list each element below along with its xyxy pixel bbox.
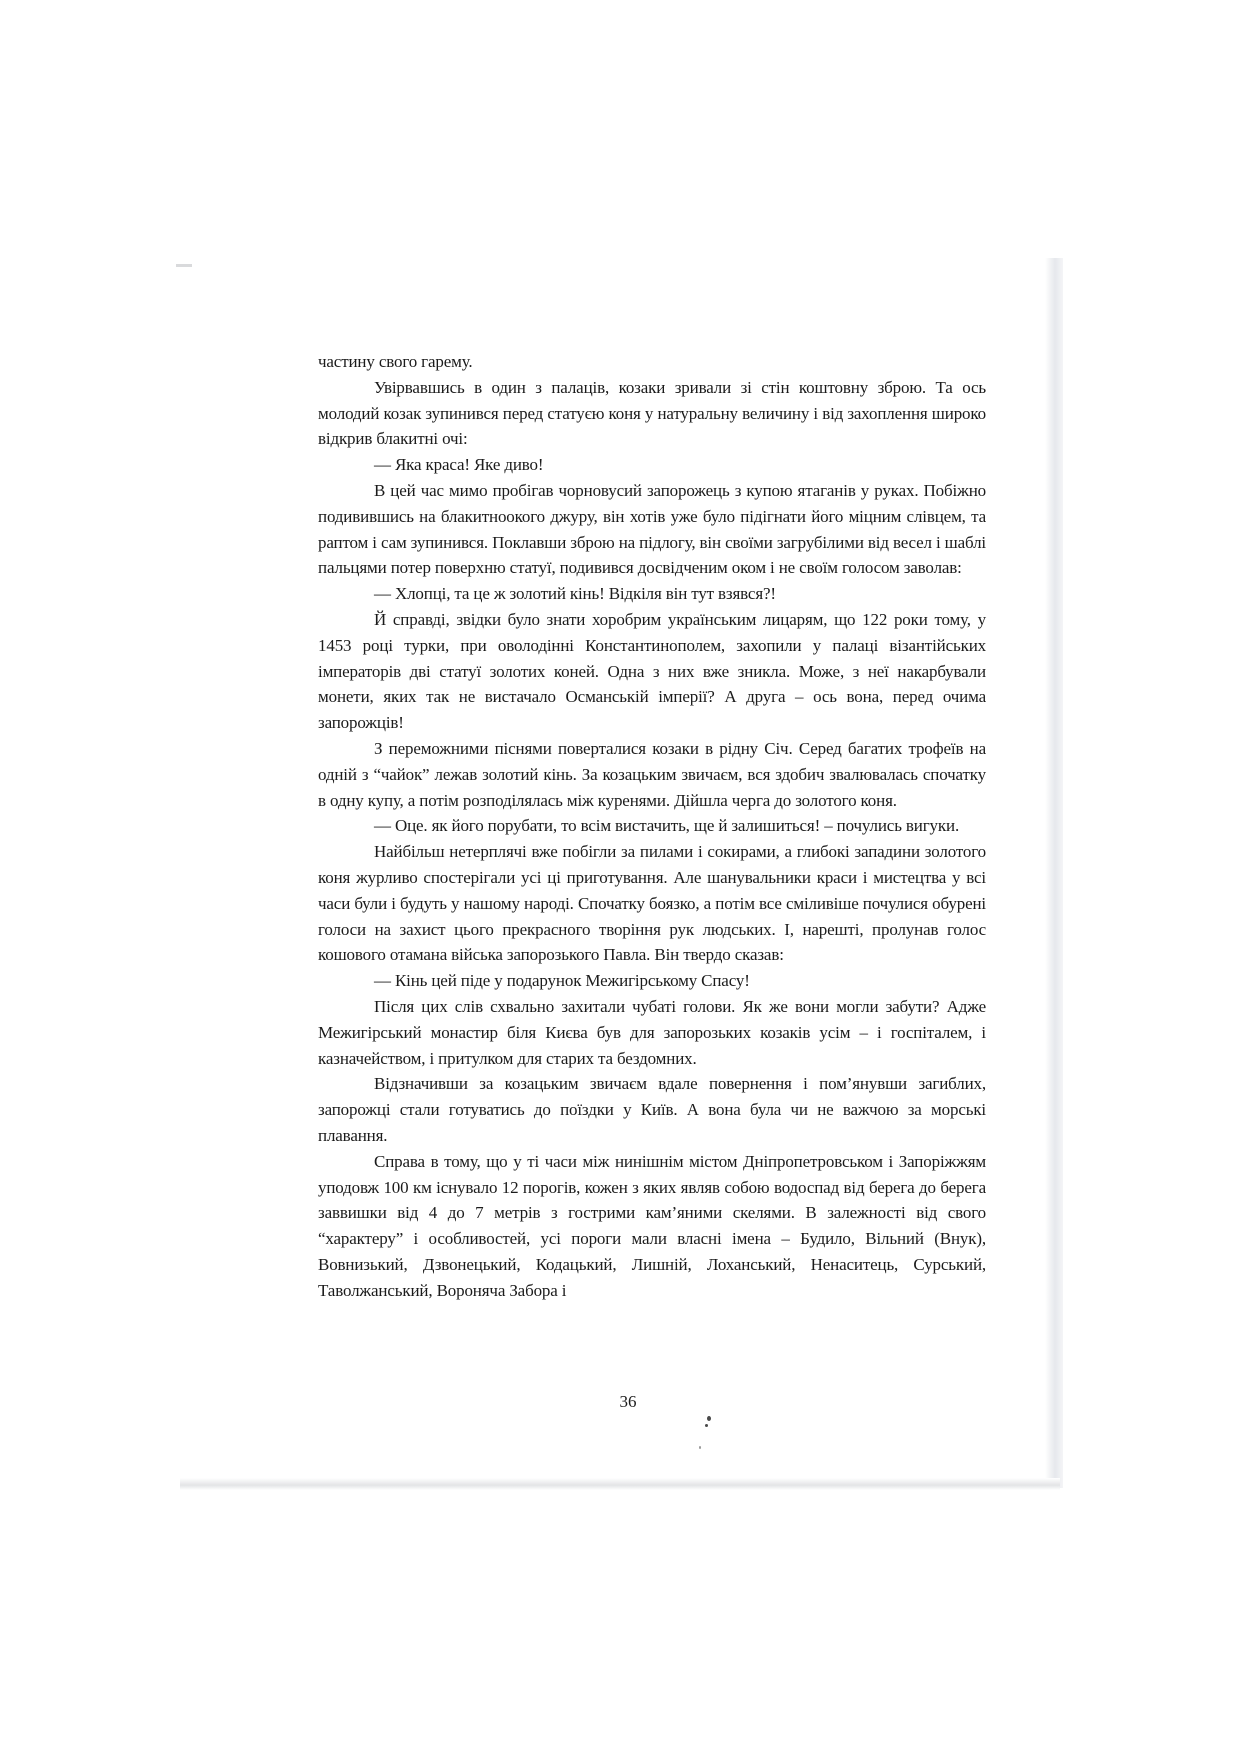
- ink-speck: [707, 1416, 711, 1421]
- dialog-line: — Яка краса! Яке диво!: [374, 455, 544, 475]
- ink-speck: [705, 1424, 708, 1427]
- page-edge-shadow-bottom: [180, 1478, 1060, 1490]
- page-number: 36: [619, 1392, 637, 1411]
- page-edge-shadow-right: [1045, 258, 1063, 1488]
- paragraph: Найбільш нетерплячі вже побігли за пилами і сокирами, а глибокі западини золотого коня журливо спостерігали усі ці приготування. Але шанувальники краси і мистецтва у всі часи були і будуть у нашому народі. Спочатку боязко, а потім все сміливіше почулися обурені голоси на захист цього прекрасного творіння рук людських. І, нарешті, пролунав голос кошового отамана війська запорозького Павла. Він твердо сказав:: [318, 842, 986, 965]
- ink-speck: [699, 1446, 701, 1449]
- paragraph: Справа в тому, що у ті часи між нинішнім містом Дніпропетровськом і Запоріжжям уподовж 100 км існувало 12 порогів, кожен з яких являв собою водоспад від берега до берега заввишки від 4 до 7 метрів з гострими кам’яними скелями. В залежності від свого “характеру” і особливостей, усі пороги мали власні імена – Будило, Вільний (Внук), Вовнизький, Дзвонецький, Кодацький, Лишній, Лоханський, Ненаситець, Сурський, Таволжанський, Вороняча Забора і: [318, 1151, 986, 1300]
- dialog-line: — Кінь цей піде у подарунок Межигірському Спасу!: [374, 971, 750, 991]
- paragraph: З переможними піснями поверталися козаки в рідну Січ. Серед багатих трофеїв на одній з “чайок” лежав золотий кінь. За козацьким звичаєм, вся здобич звалювалась спочатку в одну купу, а потім розподілялась між куренями. Дійшла черга до золотого коня.: [318, 738, 986, 810]
- body-text: [318, 349, 986, 1303]
- dialog-line: — Хлопці, та це ж золотий кінь! Відкіля він тут взявся?!: [374, 584, 776, 604]
- paragraph: В цей час мимо пробігав чорновусий запорожець з купою ятаганів у руках. Побіжно подивившись на блакитноокого джуру, він хотів уже було підігнати його міцним слівцем, та раптом і сам зупинився. Поклавши зброю на підлогу, він своїми загрубілими від весел і шаблі пальцями потер поверхню статуї, подивився досвідченим оком і не своїм голосом заволав:: [318, 480, 986, 578]
- paragraph: Увірвавшись в один з палаців, козаки зривали зі стін коштовну зброю. Та ось молодий козак зупинився перед статуєю коня у натуральну величину і від захоплення широко відкрив блакитні очі:: [318, 377, 986, 449]
- paragraph: частину свого гарему.: [318, 352, 473, 371]
- paragraph: Відзначивши за козацьким звичаєм вдале повернення і пом’янувши загиблих, запорожці стали готуватись до поїздки у Київ. А вона була чи не важчою за морські плавання.: [318, 1074, 986, 1145]
- paragraph: Й справді, звідки було знати хоробрим українським лицарям, що 122 роки тому, у 1453 році турки, при оволодінні Константинополем, захопили у палаці візантійських імператорів дві статуї золотих коней. Одна з них вже зникла. Може, з неї накарбували монети, яких так не вистачало Османській імперії? А друга – ось вона, перед очима запорожців!: [318, 609, 986, 733]
- paragraph: Після цих слів схвально захитали чубаті голови. Як же вони могли забути? Адже Межигірський монастир біля Києва був для запорозьких козаків усім – і госпіталем, і казначейством, і притулком для старих та бездомних.: [318, 996, 986, 1068]
- scan-mark: [176, 264, 192, 267]
- dialog-line: — Оце. як його порубати, то всім вистачить, ще й залишиться! – почулись вигуки.: [374, 816, 960, 836]
